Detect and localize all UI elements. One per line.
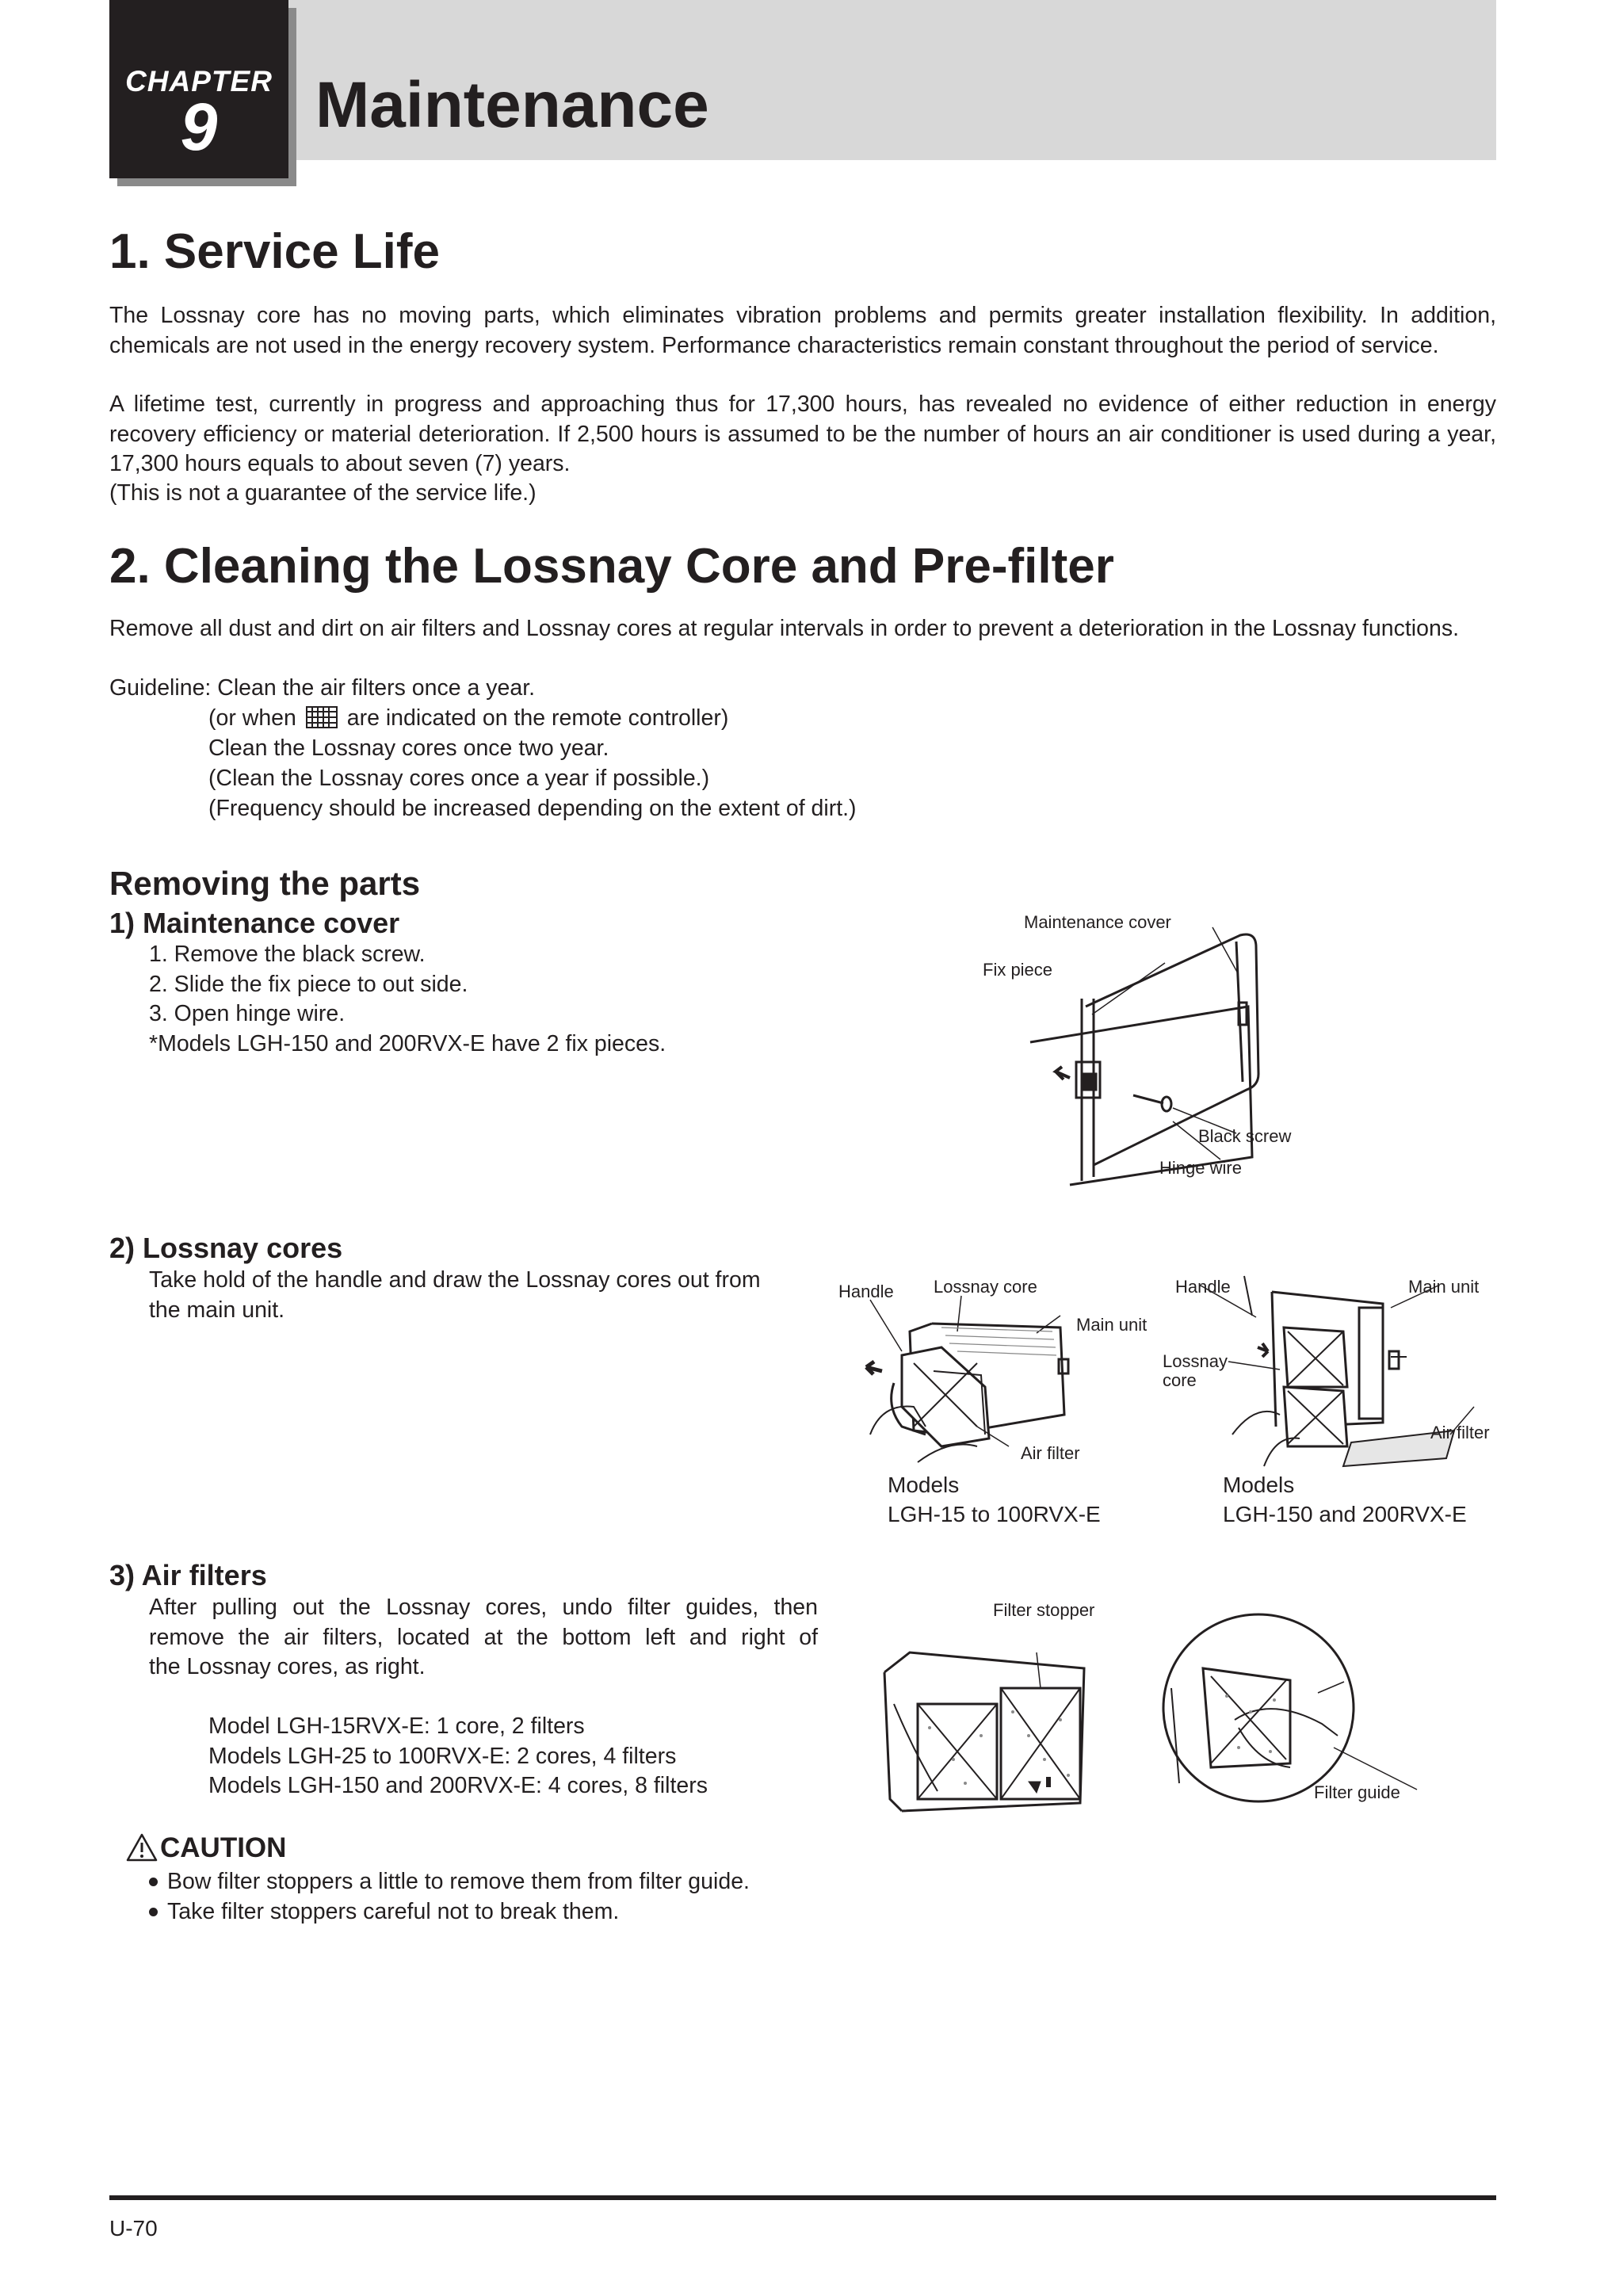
removing-parts-title: Removing the parts xyxy=(109,865,421,902)
air-filter-illustration xyxy=(878,1593,1512,1819)
filter-sign-icon xyxy=(306,706,338,728)
maintenance-cover-steps xyxy=(149,940,666,1059)
maintenance-step: 2. Slide the fix piece to out side. xyxy=(149,971,468,997)
label-hinge-wire: Hinge wire xyxy=(1159,1158,1242,1178)
warning-triangle-icon xyxy=(125,1832,158,1862)
chapter-badge xyxy=(109,0,288,178)
service-life-note: (This is not a guarantee of the service life.) xyxy=(109,480,537,506)
service-life-paragraph-2: A lifetime test, currently in progress and approaching thus for 17,300 hours, has revealed no evidence of either reduction in energy recovery efficiency or material deterioration. If 2,500 hours is assumed to be the number of hours an air conditioner is used during a year, 17,300 hours equals to about seven (7) years. xyxy=(109,392,1496,476)
caution-item xyxy=(149,1897,750,1927)
caution-header xyxy=(125,1832,286,1862)
lossnay-core-figure-large xyxy=(1153,1268,1502,1530)
lossnay-cores-text: Take hold of the handle and draw the Lossnay cores out from xyxy=(149,1267,761,1293)
models-label: Models xyxy=(888,1473,960,1497)
cleaning-intro: Remove all dust and dirt on air filters and Lossnay cores at regular intervals in order to prevent a deterioration in the Lossnay functions. xyxy=(109,616,1460,641)
label-main-unit: Main unit xyxy=(1076,1315,1148,1335)
label-lossnay-core-large-1: Lossnay xyxy=(1163,1351,1228,1371)
air-filter-models-list xyxy=(208,1712,708,1801)
maintenance-step: *Models LGH-150 and 200RVX-E have 2 fix pieces. xyxy=(149,1030,666,1056)
label-fix-piece: Fix piece xyxy=(983,960,1053,980)
label-filter-stopper: Filter stopper xyxy=(993,1600,1095,1620)
caution-item xyxy=(149,1867,750,1897)
air-filter-model: Model LGH-15RVX-E: 1 core, 2 filters xyxy=(208,1713,585,1739)
air-filters-text-line: the Lossnay cores, as right. xyxy=(149,1654,426,1679)
guideline-when-line xyxy=(208,704,728,734)
caution-block xyxy=(125,1832,286,1862)
caution-item-text: Take filter stoppers careful not to break them. xyxy=(167,1898,620,1924)
models-value: LGH-15 to 100RVX-E xyxy=(888,1502,1101,1526)
label-handle-large: Handle xyxy=(1175,1277,1231,1297)
models-value-large: LGH-150 and 200RVX-E xyxy=(1223,1502,1467,1526)
label-air-filter-large: Air filter xyxy=(1430,1423,1490,1442)
air-filter-model: Models LGH-150 and 200RVX-E: 4 cores, 8 filters xyxy=(208,1773,708,1798)
guideline-when-suffix: are indicated on the remote controller) xyxy=(346,705,729,731)
label-main-unit-large: Main unit xyxy=(1408,1277,1480,1297)
chapter-number: 9 xyxy=(180,90,218,164)
page-title: Maintenance xyxy=(315,69,709,141)
page-number: U-70 xyxy=(109,2216,158,2241)
air-filters-text xyxy=(149,1593,818,1683)
label-handle: Handle xyxy=(838,1282,894,1301)
guideline-frequency-note: (Frequency should be increased depending on the extent of dirt.) xyxy=(208,796,857,821)
label-black-screw: Black screw xyxy=(1198,1126,1292,1146)
maintenance-cover-figure xyxy=(983,904,1316,1189)
caution-list xyxy=(149,1867,750,1927)
lossnay-core-figure-small xyxy=(838,1268,1155,1530)
air-filters-text-line: After pulling out the Lossnay cores, undo filter guides, then xyxy=(149,1595,818,1620)
models-label-large: Models xyxy=(1223,1473,1295,1497)
guideline-cores-line: Clean the Lossnay cores once two year. xyxy=(208,735,609,761)
air-filter-figure xyxy=(878,1593,1512,1819)
footer-rule xyxy=(109,2195,1496,2200)
section-service-life-title: 1. Service Life xyxy=(109,224,441,279)
label-filter-guide: Filter guide xyxy=(1314,1782,1400,1802)
label-air-filter: Air filter xyxy=(1021,1443,1080,1463)
guideline-line: Guideline: Clean the air filters once a year. xyxy=(109,675,536,701)
caution-item-text: Bow filter stoppers a little to remove them from filter guide. xyxy=(167,1869,750,1894)
label-lossnay-core-large-2: core xyxy=(1163,1370,1197,1390)
caution-title: CAUTION xyxy=(160,1832,287,1863)
label-lossnay-core: Lossnay core xyxy=(934,1277,1037,1297)
lossnay-cores-text: the main unit. xyxy=(149,1297,285,1323)
label-maintenance-cover: Maintenance cover xyxy=(1024,912,1171,932)
guideline-cores-note: (Clean the Lossnay cores once a year if possible.) xyxy=(208,766,710,791)
guideline-when-prefix: (or when xyxy=(208,705,296,731)
maintenance-cover-heading: 1) Maintenance cover xyxy=(109,907,400,939)
chapter-label: CHAPTER xyxy=(125,65,273,97)
maintenance-step: 1. Remove the black screw. xyxy=(149,942,426,967)
air-filters-heading: 3) Air filters xyxy=(109,1559,267,1591)
bullet-icon xyxy=(149,1908,158,1916)
air-filters-text-line: remove the air filters, located at the bottom left and right of xyxy=(149,1624,818,1650)
section-cleaning-title: 2. Cleaning the Lossnay Core and Pre-filter xyxy=(109,539,1114,594)
lossnay-cores-heading: 2) Lossnay cores xyxy=(109,1232,343,1264)
air-filter-model: Models LGH-25 to 100RVX-E: 2 cores, 4 filters xyxy=(208,1743,677,1769)
bullet-icon xyxy=(149,1878,158,1886)
maintenance-step: 3. Open hinge wire. xyxy=(149,1001,346,1026)
service-life-paragraph-1: The Lossnay core has no moving parts, which eliminates vibration problems and permits greater installation flexibility. In addition, chemicals are not used in the energy recovery system. Performance characteristics remain constant throughout the period of service. xyxy=(109,303,1496,358)
